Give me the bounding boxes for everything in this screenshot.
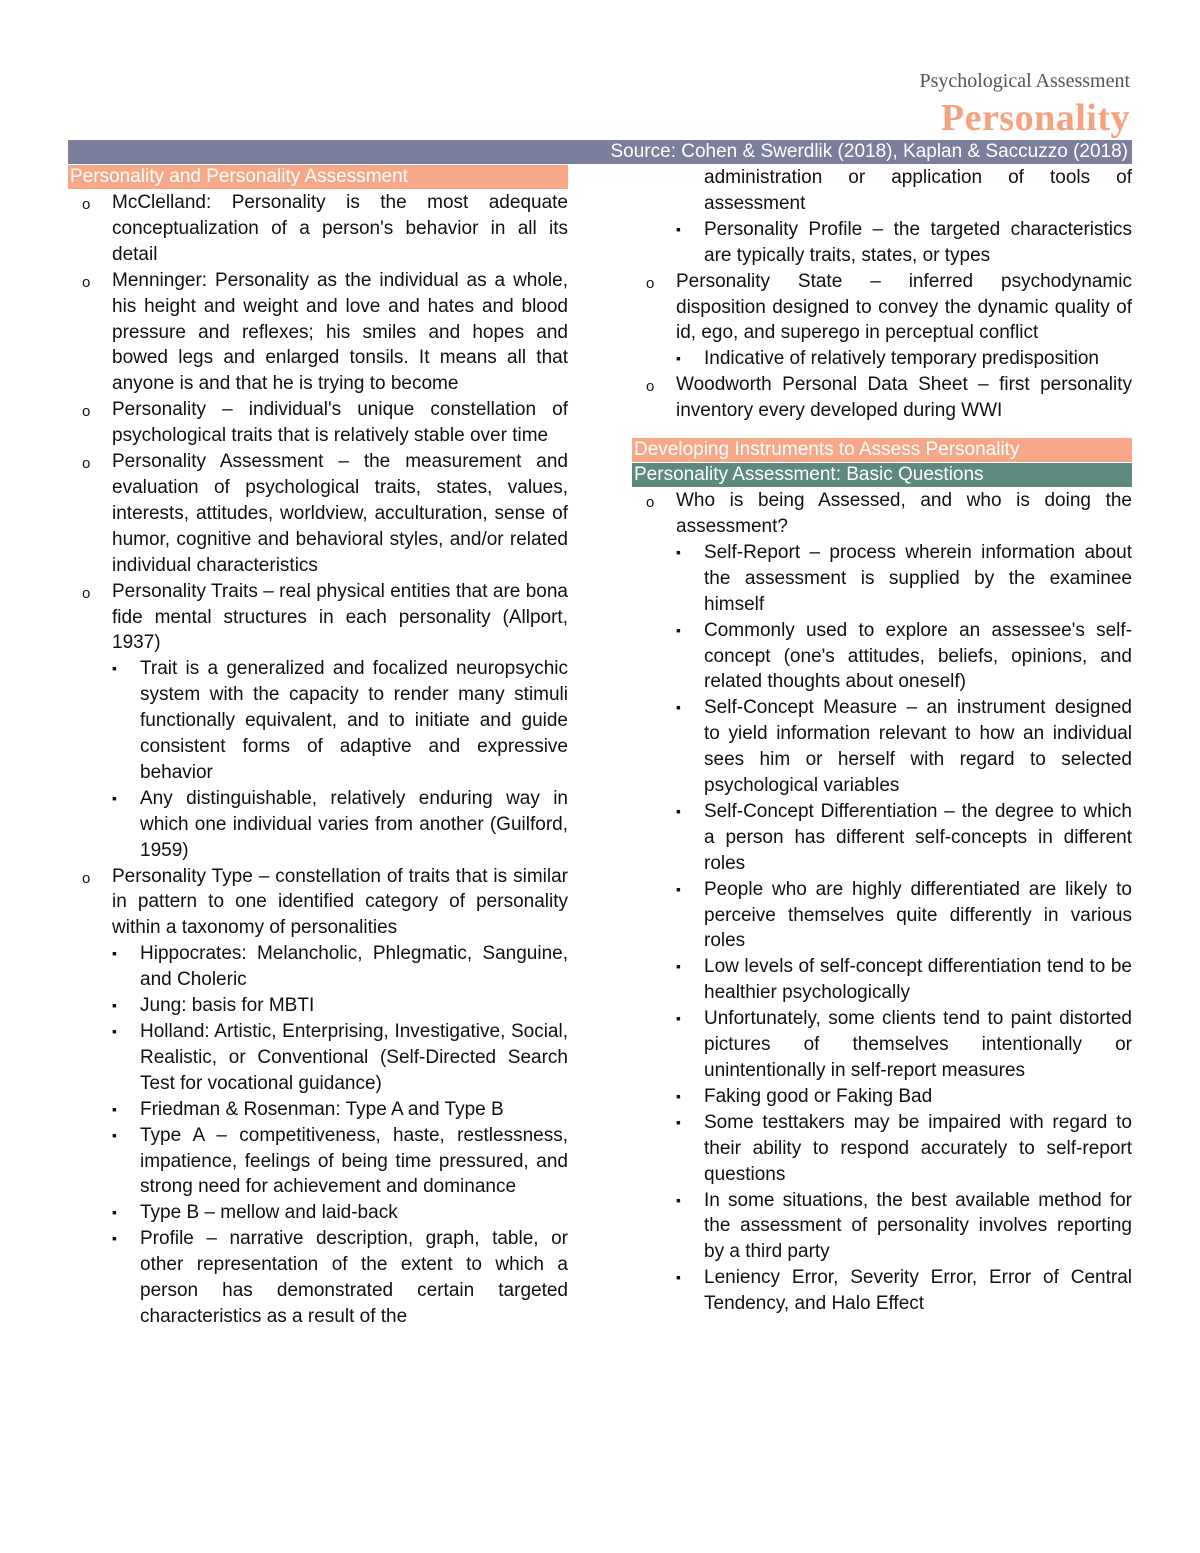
section-heading-developing-instruments: Developing Instruments to Assess Personality — [632, 438, 1132, 462]
sub-list-item: ▪ Friedman & Rosenman: Type A and Type B — [68, 1097, 568, 1123]
sub-list-item: ▪ Self-Report – process wherein information about the assessment is supplied by the examinee himself — [632, 540, 1132, 618]
list-item: o Menninger: Personality as the individual as a whole, his height and weight and love and hates and blood pressure and reflexes; his smiles and hopes and bowed legs and enlarged tonsils. It means all that anyone is and that he is trying to become — [68, 268, 568, 398]
sub-list-item: ▪ Commonly used to explore an assessee's self-concept (one's attitudes, beliefs, opinions, and related thoughts about oneself) — [632, 618, 1132, 696]
sub-list-item: ▪ Indicative of relatively temporary predisposition — [632, 346, 1132, 372]
sub-list-item: ▪ Unfortunately, some clients tend to paint distorted pictures of themselves intentionally or unintentionally in self-report measures — [632, 1006, 1132, 1084]
list-item: o McClelland: Personality is the most adequate conceptualization of a person's behavior in all its detail — [68, 190, 568, 268]
sub-list-item: ▪ Self-Concept Measure – an instrument designed to yield information relevant to how an individual sees him or herself with regard to selected psychological variables — [632, 695, 1132, 799]
sub-list-item: ▪ People who are highly differentiated are likely to perceive themselves quite differently in various roles — [632, 877, 1132, 955]
sub-list-item: ▪ Self-Concept Differentiation – the degree to which a person has different self-concepts in different roles — [632, 799, 1132, 877]
section-heading-basic-questions: Personality Assessment: Basic Questions — [632, 463, 1132, 487]
list-item: o Personality Assessment – the measurement and evaluation of psychological traits, states, values, interests, attitudes, worldview, acculturation, sense of humor, cognitive and behavioral styles, and/or related individual characteristics — [68, 449, 568, 579]
sub-list-item: ▪ Any distinguishable, relatively enduring way in which one individual varies from another (Guilford, 1959) — [68, 786, 568, 864]
sub-list-item: ▪ Low levels of self-concept differentiation tend to be healthier psychologically — [632, 954, 1132, 1006]
sub-list-item: ▪ In some situations, the best available method for the assessment of personality involves reporting by a third party — [632, 1188, 1132, 1266]
sub-list-item: ▪ Profile – narrative description, graph, table, or other representation of the extent to which a person has demonstrated certain targeted characteristics as a result of the — [68, 1226, 568, 1330]
left-column — [68, 165, 568, 1330]
list-item: o Woodworth Personal Data Sheet – first personality inventory every developed during WWI — [632, 372, 1132, 424]
sub-list-item: ▪ Type A – competitiveness, haste, restlessness, impatience, feelings of being time pressured, and strong need for achievement and dominance — [68, 1123, 568, 1201]
list-item: o Personality Type – constellation of traits that is similar in pattern to one identified category of personality within a taxonomy of personalities — [68, 864, 568, 942]
list-item: o Personality – individual's unique constellation of psychological traits that is relatively stable over time — [68, 397, 568, 449]
sub-list-item: ▪ Type B – mellow and laid-back — [68, 1200, 568, 1226]
list-item: o Personality Traits – real physical entities that are bona fide mental structures in each personality (Allport, 1937) — [68, 579, 568, 657]
sub-list-item: ▪ Hippocrates: Melancholic, Phlegmatic, Sanguine, and Choleric — [68, 941, 568, 993]
right-column — [632, 165, 1132, 1317]
document-title: Personality — [940, 97, 1130, 139]
sub-list-item: ▪ Jung: basis for MBTI — [68, 993, 568, 1019]
list-item: o Who is being Assessed, and who is doing the assessment? — [632, 488, 1132, 540]
continued-text: administration or application of tools of assessment — [704, 167, 1132, 214]
sub-list-item: ▪ Faking good or Faking Bad — [632, 1084, 1132, 1110]
list-item: o Personality State – inferred psychodynamic disposition designed to convey the dynamic quality of id, ego, and superego in perceptual conflict — [632, 269, 1132, 347]
sub-list-item: ▪ Personality Profile – the targeted characteristics are typically traits, states, or types — [632, 217, 1132, 269]
sub-list-item: ▪ Trait is a generalized and focalized neuropsychic system with the capacity to render many stimuli functionally equivalent, and to initiate and guide consistent forms of adaptive and expressive behavior — [68, 656, 568, 786]
sub-list-item: ▪ Some testtakers may be impaired with regard to their ability to respond accurately to self-report questions — [632, 1110, 1132, 1188]
document-subtitle: Psychological Assessment — [919, 70, 1130, 92]
section-heading-personality-assessment: Personality and Personality Assessment — [68, 165, 568, 189]
sub-list-item: ▪ Leniency Error, Severity Error, Error of Central Tendency, and Halo Effect — [632, 1265, 1132, 1317]
source-citation: Source: Cohen & Swerdlik (2018), Kaplan & Saccuzzo (2018) — [610, 141, 1128, 162]
sub-list-item: ▪ Holland: Artistic, Enterprising, Investigative, Social, Realistic, or Conventional (Self-Directed Search Test for vocational guidance) — [68, 1019, 568, 1097]
